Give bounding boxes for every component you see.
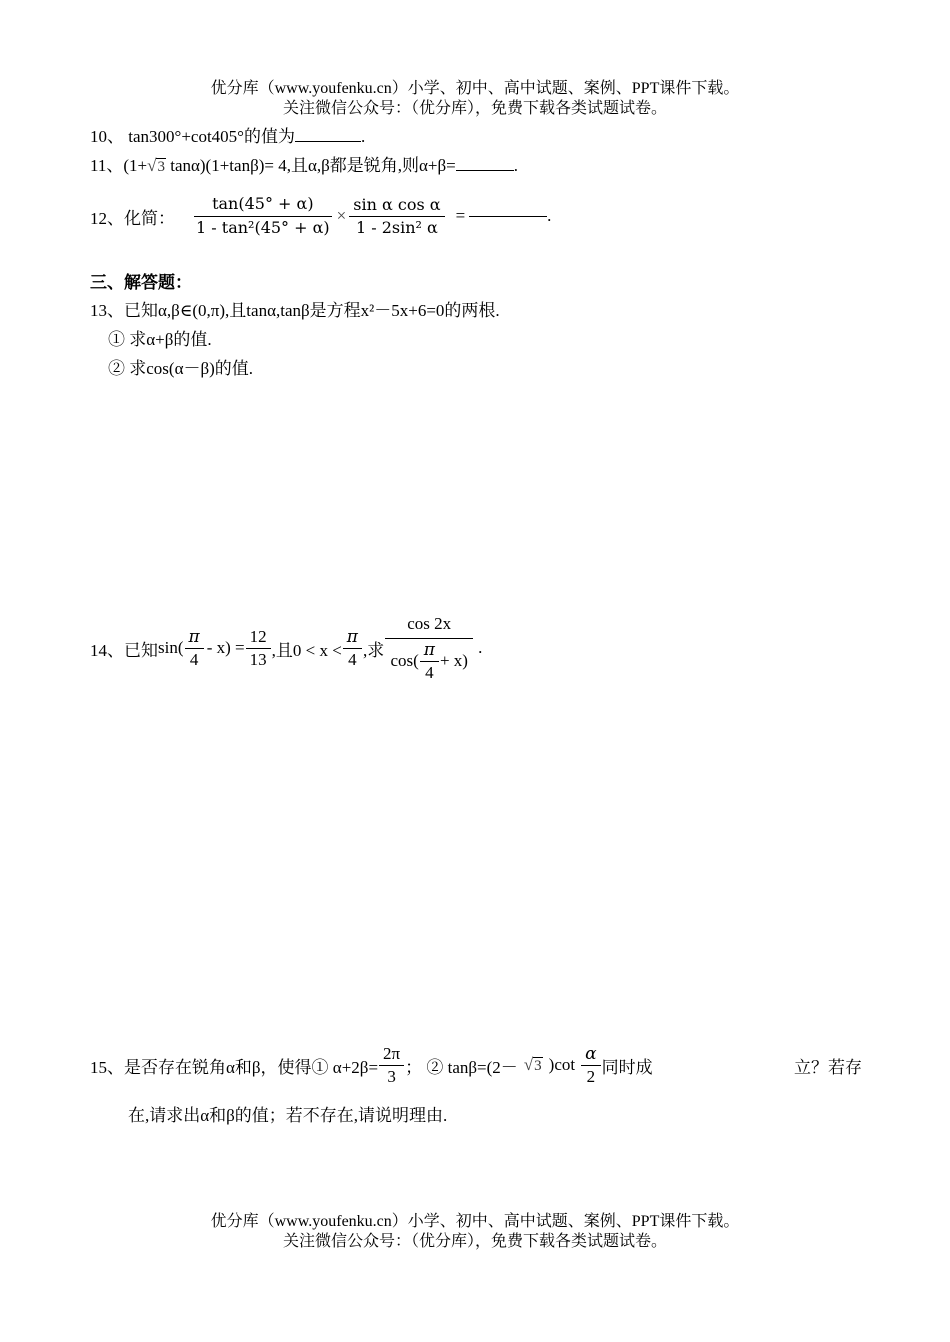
- cos-open: cos(: [390, 651, 419, 670]
- period: .: [547, 206, 552, 225]
- value-fraction: [246, 627, 271, 670]
- question-text: tanα)(1+tanβ)= 4,且α,β都是锐角,则α+β=: [170, 156, 456, 175]
- pi: π: [343, 627, 362, 649]
- answer-blank: [469, 216, 547, 217]
- footer-line-2: 关注微信公众号：（优分库），免费下载各类试题试卷。: [282, 1233, 667, 1250]
- question-13-part-1: ① 求α+β的值.: [108, 330, 212, 349]
- fraction-2-denominator: 1 - 2sin² α: [355, 217, 438, 237]
- question-13-part-2: ② 求cos(α－β)的值.: [108, 359, 254, 378]
- period: .: [360, 127, 366, 146]
- sqrt-symbol: √3: [147, 156, 165, 175]
- fraction-1-numerator: tan(45° + α): [194, 194, 332, 217]
- result-fraction: [385, 614, 473, 683]
- question-number: 11、: [90, 156, 124, 175]
- section-heading: 三、解答题：: [90, 273, 192, 292]
- four: 4: [425, 662, 434, 682]
- question-10: [90, 122, 365, 147]
- fraction-denominator: 2: [586, 1066, 596, 1086]
- question-number: 14、已知: [90, 640, 158, 660]
- pi: π: [185, 627, 204, 649]
- times-sign: ×: [336, 206, 347, 225]
- question-11: [90, 151, 518, 176]
- minus-x: - x) =: [206, 638, 245, 657]
- header-line-2: 关注微信公众号：（优分库），免费下载各类试题试卷。: [282, 100, 667, 117]
- question-number: 12、化简：: [90, 208, 175, 228]
- plus-x: + x): [439, 651, 468, 670]
- fraction-2: [349, 195, 444, 238]
- question-15-line-1: [90, 1040, 862, 1090]
- pi-over-4-inner: [420, 640, 439, 683]
- condition-text: ,且0 < x <: [271, 640, 342, 660]
- result-denominator: [386, 639, 472, 683]
- fraction-numerator: α: [581, 1044, 600, 1066]
- ask-text: ,求: [362, 640, 385, 660]
- question-number: 10、: [90, 127, 124, 146]
- fraction-1-denominator: 1 - tan²(45° + α): [196, 218, 330, 237]
- fraction-denominator: 3: [387, 1066, 396, 1086]
- header-line-1: 优分库（www.youfenku.cn）小学、初中、高中试题、案例、PPT课件下载。: [210, 80, 740, 97]
- cot-text: )cot: [548, 1055, 576, 1074]
- period: .: [513, 156, 519, 175]
- result-numerator: cos 2x: [385, 614, 473, 639]
- sin-open: sin(: [158, 638, 184, 657]
- pi-over-4: [185, 627, 204, 670]
- pi: π: [420, 640, 439, 662]
- question-12: [90, 194, 551, 238]
- question-text: tan300°+cot405°的值为: [128, 127, 295, 146]
- radicand: 3: [534, 1058, 542, 1074]
- sqrt-symbol: √3: [523, 1055, 542, 1074]
- question-text: 15、是否存在锐角α和β，使得① α+2β=: [90, 1057, 379, 1077]
- value-numerator: 12: [246, 627, 271, 649]
- period: .: [478, 638, 483, 657]
- fraction-numerator: 2π: [379, 1044, 404, 1066]
- footer-line-1: 优分库（www.youfenku.cn）小学、初中、高中试题、案例、PPT课件下载。: [210, 1213, 740, 1230]
- four: 4: [348, 649, 357, 669]
- question-15-line-2: 在,请求出α和β的值；若不存在,请说明理由.: [128, 1106, 448, 1125]
- text-continuation: 同时成: [601, 1057, 653, 1077]
- question-13-stem: 13、已知α,β∈(0,π),且tanα,tanβ是方程x²－5x+6=0的两根.: [90, 301, 500, 320]
- two-pi-over-3: [379, 1044, 404, 1087]
- radicand: 3: [157, 159, 165, 175]
- value-denominator: 13: [249, 649, 267, 669]
- alpha-over-2: [581, 1044, 600, 1087]
- equals-sign: =: [455, 206, 466, 225]
- fraction-1: [192, 194, 334, 238]
- expr-prefix: (1+: [123, 156, 148, 175]
- four: 4: [189, 649, 199, 669]
- pi-over-4-bound: [343, 627, 362, 670]
- condition-2-text: ； ② tanβ=(2－: [405, 1057, 518, 1077]
- answer-blank: [295, 141, 361, 142]
- fraction-2-numerator: sin α cos α: [349, 195, 444, 217]
- question-14: [90, 612, 482, 684]
- answer-blank: [456, 170, 514, 171]
- text-continuation-right: 立？若存: [794, 1057, 862, 1077]
